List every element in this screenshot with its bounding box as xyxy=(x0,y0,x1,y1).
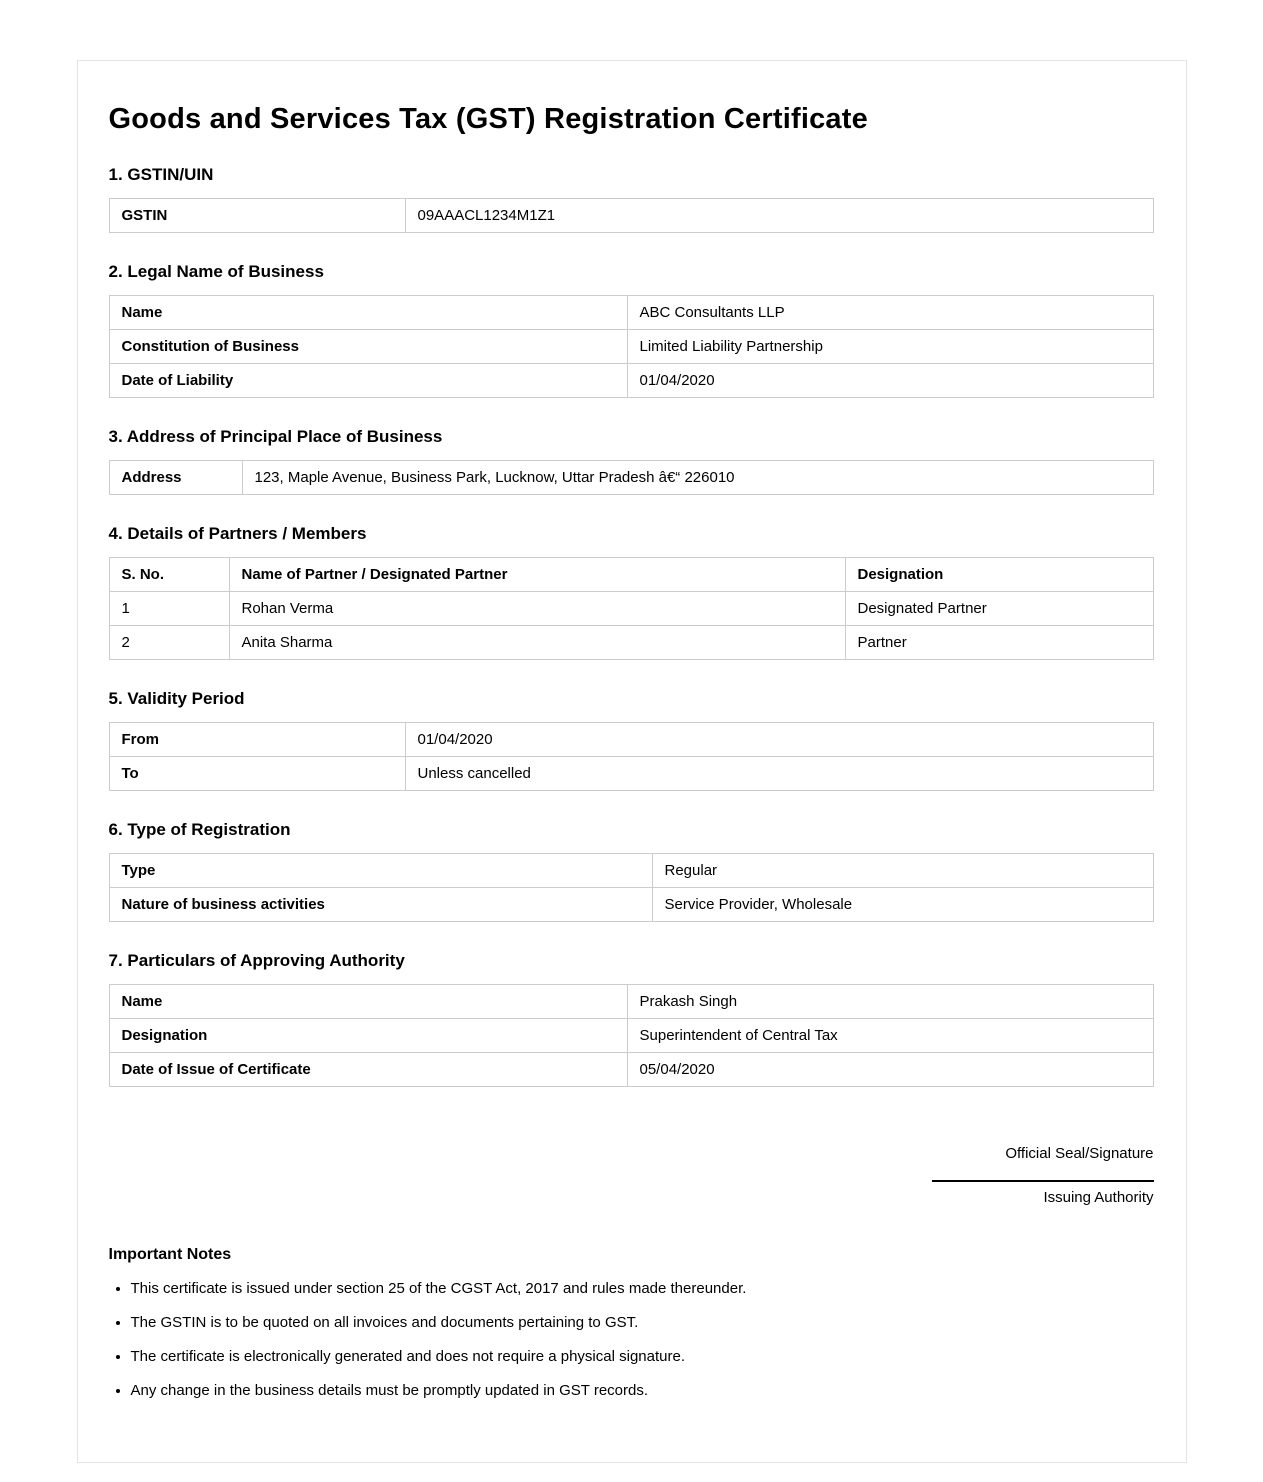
partners-table xyxy=(109,557,1154,660)
table-row xyxy=(109,723,1153,757)
table-row xyxy=(109,888,1153,922)
address-table xyxy=(109,460,1154,495)
field-value: 01/04/2020 xyxy=(405,723,1153,757)
field-label: GSTIN xyxy=(109,199,405,233)
section-heading-legal-name: 2. Legal Name of Business xyxy=(108,262,324,281)
field-label: From xyxy=(109,723,405,757)
field-value: 05/04/2020 xyxy=(627,1053,1153,1087)
table-row xyxy=(109,330,1153,364)
field-label: To xyxy=(109,757,405,791)
registration-type-table xyxy=(109,853,1154,922)
field-value: Superintendent of Central Tax xyxy=(627,1019,1153,1053)
table-header-row xyxy=(109,558,1153,592)
note-item: • The certificate is electronically generated and does not require a physical signature. xyxy=(131,1348,1154,1365)
note-item: • Any change in the business details must be promptly updated in GST records. xyxy=(131,1382,1154,1399)
table-row xyxy=(109,364,1153,398)
field-label: Nature of business activities xyxy=(109,888,652,922)
field-value: Prakash Singh xyxy=(627,985,1153,1019)
field-value: Limited Liability Partnership xyxy=(627,330,1153,364)
section-heading-address: 3. Address of Principal Place of Business xyxy=(108,427,443,446)
table-row xyxy=(109,985,1153,1019)
section-heading-registration-type: 6. Type of Registration xyxy=(108,820,291,839)
field-label: Name xyxy=(109,985,627,1019)
partner-sno: 2 xyxy=(109,626,229,660)
official-seal-label: Official Seal/Signature xyxy=(1005,1145,1154,1162)
field-label: Date of Issue of Certificate xyxy=(109,1053,627,1087)
table-row xyxy=(109,199,1153,233)
page-title: Goods and Services Tax (GST) Registration Certificate xyxy=(108,103,868,135)
partner-name: Anita Sharma xyxy=(229,626,845,660)
column-header-sno: S. No. xyxy=(109,558,229,592)
table-row xyxy=(109,854,1153,888)
column-header-designation: Designation xyxy=(845,558,1153,592)
field-value: 01/04/2020 xyxy=(627,364,1153,398)
field-value: Service Provider, Wholesale xyxy=(652,888,1153,922)
legal-name-table xyxy=(109,295,1154,398)
field-label: Designation xyxy=(109,1019,627,1053)
field-label: Address xyxy=(109,461,242,495)
approving-authority-table xyxy=(109,984,1154,1087)
validity-table xyxy=(109,722,1154,791)
field-label: Constitution of Business xyxy=(109,330,627,364)
gstin-table xyxy=(109,198,1154,233)
field-value: ABC Consultants LLP xyxy=(627,296,1153,330)
partner-sno: 1 xyxy=(109,592,229,626)
table-row xyxy=(109,592,1153,626)
field-label: Name xyxy=(109,296,627,330)
partner-designation: Designated Partner xyxy=(845,592,1153,626)
field-value: Unless cancelled xyxy=(405,757,1153,791)
column-header-name: Name of Partner / Designated Partner xyxy=(229,558,845,592)
table-row xyxy=(109,1019,1153,1053)
partner-designation: Partner xyxy=(845,626,1153,660)
partner-name: Rohan Verma xyxy=(229,592,845,626)
field-value: 123, Maple Avenue, Business Park, Lucknow, Uttar Pradesh â€“ 226010 xyxy=(242,461,1153,495)
certificate-page xyxy=(77,60,1187,1463)
section-heading-approving-authority: 7. Particulars of Approving Authority xyxy=(108,951,405,970)
note-item: • The GSTIN is to be quoted on all invoices and documents pertaining to GST. xyxy=(131,1314,1154,1331)
field-value: Regular xyxy=(652,854,1153,888)
issuing-authority-label: Issuing Authority xyxy=(932,1180,1154,1206)
section-heading-gstin: 1. GSTIN/UIN xyxy=(108,165,214,184)
table-row xyxy=(109,626,1153,660)
table-row xyxy=(109,1053,1153,1087)
section-heading-validity: 5. Validity Period xyxy=(108,689,245,708)
table-row xyxy=(109,757,1153,791)
notes-heading: Important Notes xyxy=(108,1246,232,1263)
table-row xyxy=(109,461,1153,495)
field-value: 09AAACL1234M1Z1 xyxy=(405,199,1153,233)
notes-list xyxy=(131,1280,1154,1399)
note-item: • This certificate is issued under section 25 of the CGST Act, 2017 and rules made thereunder. xyxy=(131,1280,1154,1297)
signature-block xyxy=(109,1145,1154,1206)
field-label: Date of Liability xyxy=(109,364,627,398)
table-row xyxy=(109,296,1153,330)
field-label: Type xyxy=(109,854,652,888)
section-heading-partners: 4. Details of Partners / Members xyxy=(108,524,367,543)
